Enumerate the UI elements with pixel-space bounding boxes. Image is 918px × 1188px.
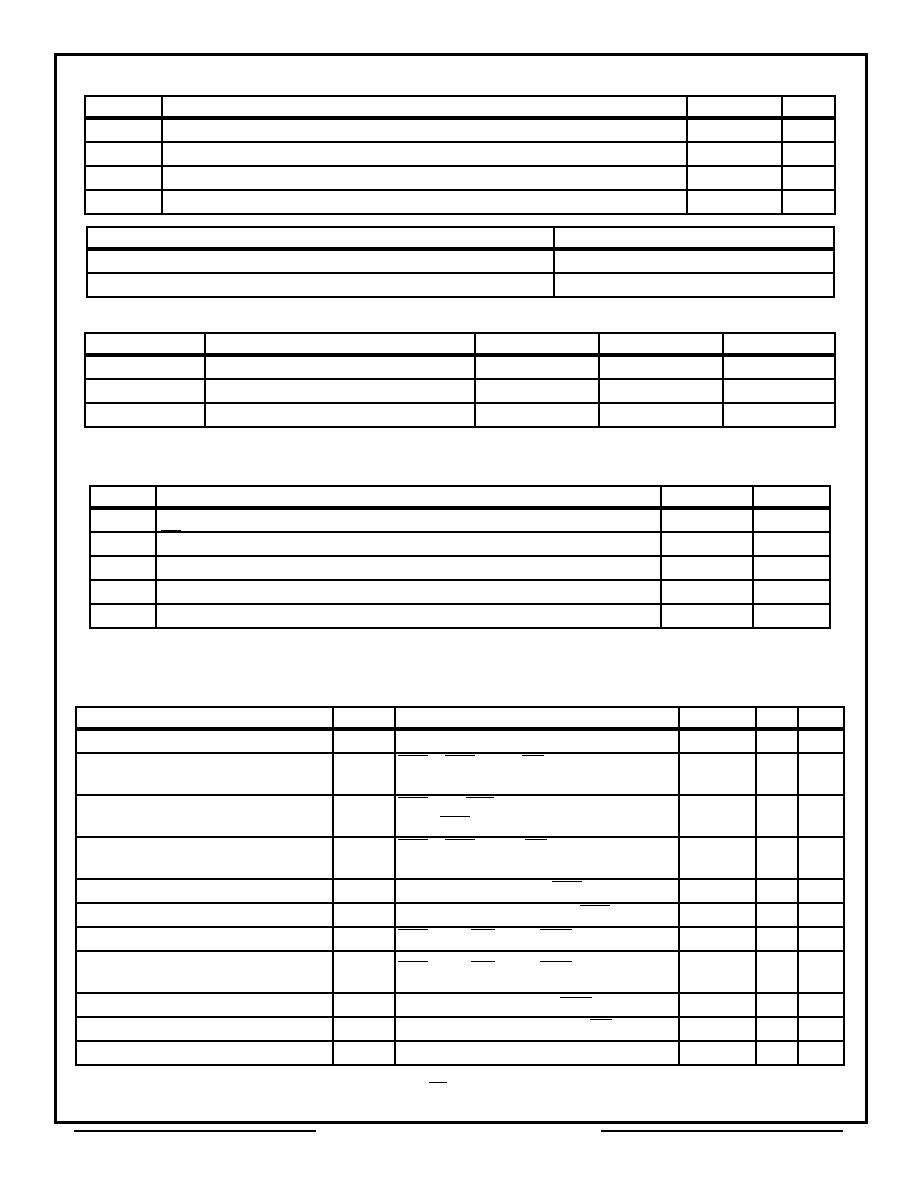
table-cell xyxy=(782,118,835,142)
header-cell xyxy=(782,96,835,118)
overbar-mark xyxy=(560,997,592,998)
table-cell xyxy=(76,795,333,837)
table-cell xyxy=(76,927,333,951)
overbar-mark xyxy=(440,816,470,817)
table-cell xyxy=(756,729,798,753)
table-cell xyxy=(679,1041,756,1065)
table-cell xyxy=(798,1017,844,1041)
table-cell xyxy=(395,879,679,903)
table-cell xyxy=(687,166,782,190)
table-cell xyxy=(723,355,835,379)
header-cell xyxy=(205,333,475,355)
table-cell xyxy=(333,993,395,1017)
table-cell xyxy=(90,508,156,532)
table-cell xyxy=(782,142,835,166)
table-cell xyxy=(162,118,687,142)
table-cell xyxy=(76,993,333,1017)
table-row xyxy=(85,166,835,190)
table-cell xyxy=(798,1041,844,1065)
table-cell xyxy=(798,993,844,1017)
header-cell xyxy=(395,707,679,729)
table-cell xyxy=(333,951,395,993)
header-cell xyxy=(333,707,395,729)
table-cell xyxy=(333,879,395,903)
table-cell xyxy=(85,355,205,379)
table-cell xyxy=(205,379,475,403)
table-row xyxy=(85,379,835,403)
table-cell xyxy=(395,993,679,1017)
header-cell xyxy=(85,333,205,355)
overbar-mark xyxy=(580,905,610,906)
table-cell xyxy=(661,580,753,604)
table-cell xyxy=(333,1017,395,1041)
header-cell xyxy=(679,707,756,729)
table-row xyxy=(76,753,844,795)
table-row xyxy=(90,580,830,604)
table-cell xyxy=(395,927,679,951)
table-cell xyxy=(753,580,830,604)
table-row xyxy=(76,903,844,927)
table-cell xyxy=(395,1017,679,1041)
table-cell xyxy=(753,508,830,532)
table-row xyxy=(76,927,844,951)
overbar-mark xyxy=(540,961,572,962)
table-cell xyxy=(753,532,830,556)
header-cell xyxy=(756,707,798,729)
table-cell xyxy=(333,795,395,837)
table-cell xyxy=(76,1017,333,1041)
table-cell xyxy=(753,556,830,580)
table-cell xyxy=(85,118,162,142)
table-cell xyxy=(395,951,679,993)
table-cell xyxy=(87,249,554,273)
table-header-row xyxy=(90,486,830,508)
table-cell xyxy=(798,837,844,879)
header-cell xyxy=(554,227,834,249)
table-cell xyxy=(156,556,661,580)
table-header-row xyxy=(76,707,844,729)
table-row xyxy=(76,729,844,753)
overbar-mark xyxy=(466,797,494,798)
table-cell xyxy=(76,729,333,753)
table-cell xyxy=(90,532,156,556)
header-cell xyxy=(687,96,782,118)
overbar-mark xyxy=(525,839,547,840)
table-cell xyxy=(475,403,599,427)
table-cell xyxy=(76,879,333,903)
table-cell xyxy=(162,166,687,190)
header-cell xyxy=(87,227,554,249)
table-row xyxy=(76,1017,844,1041)
table-cell xyxy=(679,927,756,951)
overbar-mark xyxy=(540,929,572,930)
table-cell xyxy=(333,1041,395,1065)
table-cell xyxy=(798,903,844,927)
table-cell xyxy=(661,508,753,532)
table-cell xyxy=(395,837,679,879)
table-cell xyxy=(395,729,679,753)
table-cell xyxy=(90,604,156,628)
table-cell xyxy=(205,355,475,379)
table-cell xyxy=(599,403,723,427)
table-row xyxy=(90,604,830,628)
header-cell xyxy=(156,486,661,508)
table-cell xyxy=(679,879,756,903)
table-row xyxy=(85,355,835,379)
table-cell xyxy=(687,190,782,214)
table-cell xyxy=(798,753,844,795)
table-2 xyxy=(86,226,835,298)
table-header-row xyxy=(87,227,834,249)
table-cell xyxy=(679,753,756,795)
table-5 xyxy=(75,706,845,1066)
table-cell xyxy=(798,951,844,993)
table-cell xyxy=(395,1041,679,1065)
table-cell xyxy=(76,753,333,795)
table-cell xyxy=(90,580,156,604)
table-cell xyxy=(753,604,830,628)
table-row xyxy=(85,190,835,214)
table-cell xyxy=(679,1017,756,1041)
table-cell xyxy=(85,379,205,403)
table-cell xyxy=(475,379,599,403)
footer-rule-right xyxy=(601,1130,843,1132)
table-row xyxy=(90,556,830,580)
overbar-mark xyxy=(522,755,544,756)
table-row xyxy=(85,142,835,166)
table-cell xyxy=(76,903,333,927)
table-cell xyxy=(756,1017,798,1041)
table-cell xyxy=(90,556,156,580)
table-cell xyxy=(661,556,753,580)
table-cell xyxy=(687,118,782,142)
table-cell xyxy=(554,249,834,273)
table-cell xyxy=(782,190,835,214)
table-cell xyxy=(723,403,835,427)
overbar-mark xyxy=(398,755,428,756)
table-row xyxy=(76,951,844,993)
table-cell xyxy=(661,532,753,556)
table-cell xyxy=(85,166,162,190)
table-cell xyxy=(756,903,798,927)
table-cell xyxy=(333,753,395,795)
footnote xyxy=(80,1080,840,1094)
table-cell xyxy=(798,879,844,903)
table-cell xyxy=(723,379,835,403)
table-cell xyxy=(162,190,687,214)
table-cell xyxy=(756,879,798,903)
overbar-mark xyxy=(398,929,428,930)
overbar-mark xyxy=(471,961,495,962)
overbar-mark xyxy=(445,839,475,840)
table-cell xyxy=(798,729,844,753)
table-cell xyxy=(756,927,798,951)
table-cell xyxy=(162,142,687,166)
table-cell xyxy=(661,604,753,628)
table-cell xyxy=(395,795,679,837)
table-cell xyxy=(156,580,661,604)
header-cell xyxy=(798,707,844,729)
table-row xyxy=(76,993,844,1017)
header-cell xyxy=(475,333,599,355)
table-1 xyxy=(84,95,836,215)
header-cell xyxy=(162,96,687,118)
overbar-mark xyxy=(445,755,475,756)
table-row xyxy=(87,273,834,297)
overbar-mark xyxy=(590,1019,612,1020)
table-cell xyxy=(782,166,835,190)
header-cell xyxy=(753,486,830,508)
table-cell xyxy=(395,903,679,927)
header-cell xyxy=(723,333,835,355)
table-cell xyxy=(679,993,756,1017)
table-cell xyxy=(85,190,162,214)
table-cell xyxy=(756,951,798,993)
table-cell xyxy=(756,837,798,879)
table-row xyxy=(90,532,830,556)
table-cell xyxy=(475,355,599,379)
table-header-row xyxy=(85,333,835,355)
table-cell xyxy=(679,903,756,927)
table-row xyxy=(87,249,834,273)
table-cell xyxy=(85,142,162,166)
table-cell xyxy=(554,273,834,297)
table-row xyxy=(76,1041,844,1065)
overbar-mark xyxy=(398,839,428,840)
table-cell xyxy=(756,753,798,795)
overbar-mark xyxy=(398,961,428,962)
footer-left-text xyxy=(74,1136,316,1150)
table-cell xyxy=(333,837,395,879)
table-header-row xyxy=(85,96,835,118)
table-cell xyxy=(87,273,554,297)
table-cell xyxy=(333,927,395,951)
table-cell xyxy=(798,795,844,837)
table-cell xyxy=(395,753,679,795)
overbar-mark xyxy=(471,929,495,930)
table-cell xyxy=(333,903,395,927)
overbar-mark xyxy=(161,530,181,531)
header-cell xyxy=(76,707,333,729)
table-cell xyxy=(756,795,798,837)
table-row xyxy=(85,403,835,427)
table-cell xyxy=(156,508,661,532)
header-cell xyxy=(599,333,723,355)
overbar-mark xyxy=(398,797,428,798)
table-cell xyxy=(756,1041,798,1065)
footer-rule-left xyxy=(74,1130,316,1132)
table-4 xyxy=(89,485,831,629)
table-cell xyxy=(599,355,723,379)
table-row xyxy=(85,118,835,142)
footer-right-text xyxy=(601,1136,843,1150)
table-cell xyxy=(687,142,782,166)
table-cell xyxy=(599,379,723,403)
overbar-mark xyxy=(552,881,582,882)
table-cell xyxy=(76,951,333,993)
table-cell xyxy=(679,951,756,993)
table-cell xyxy=(679,837,756,879)
table-row xyxy=(76,879,844,903)
table-cell xyxy=(156,604,661,628)
table-cell xyxy=(76,837,333,879)
table-row xyxy=(76,837,844,879)
header-cell xyxy=(85,96,162,118)
header-cell xyxy=(90,486,156,508)
table-cell xyxy=(679,795,756,837)
header-cell xyxy=(661,486,753,508)
table-cell xyxy=(756,993,798,1017)
table-cell xyxy=(85,403,205,427)
table-cell xyxy=(333,729,395,753)
table-cell xyxy=(679,729,756,753)
table-cell xyxy=(76,1041,333,1065)
table-3 xyxy=(84,332,836,428)
table-row xyxy=(90,508,830,532)
table-cell xyxy=(156,532,661,556)
table-cell xyxy=(205,403,475,427)
table-cell xyxy=(798,927,844,951)
